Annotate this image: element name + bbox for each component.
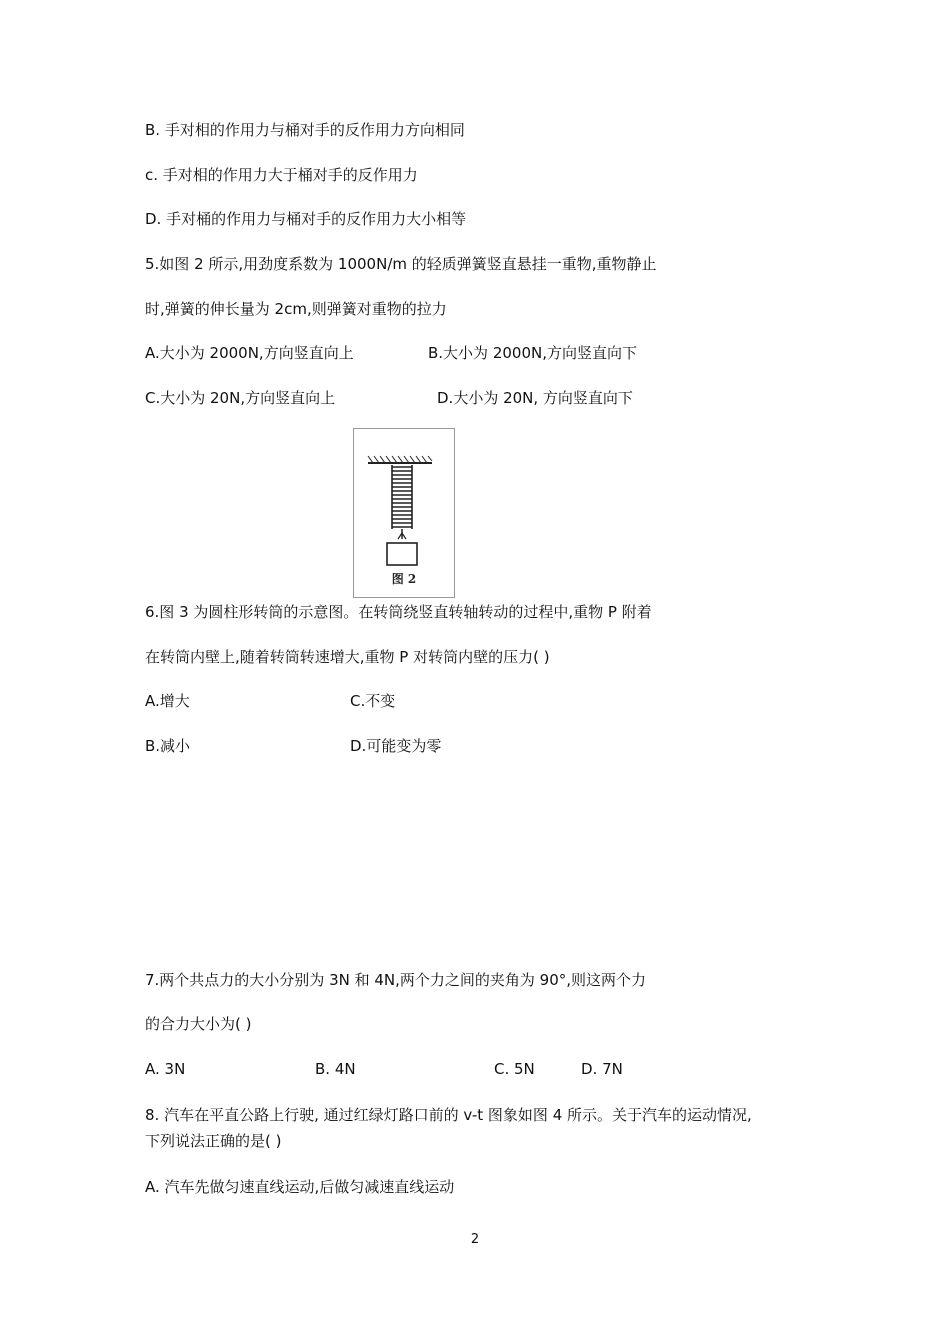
page-number: 2 <box>470 1232 480 1247</box>
q5-option-b: B.大小为 2000N,方向竖直向下 <box>428 344 637 362</box>
q8-stem-line1: 8. 汽车在平直公路上行驶, 通过红绿灯路口前的 v-t 图象如图 4 所示。关于汽车的运动情况, <box>145 1106 752 1124</box>
q5-option-a: A.大小为 2000N,方向竖直向上 <box>145 344 354 362</box>
q5-stem-line1: 5.如图 2 所示,用劲度系数为 1000N/m 的轻质弹簧竖直悬挂一重物,重物静止 <box>145 255 657 273</box>
q4-option-b: B. 手对相的作用力与桶对手的反作用力方向相同 <box>145 121 465 139</box>
q5-option-d: D.大小为 20N, 方向竖直向下 <box>437 389 633 407</box>
q6-stem-line2: 在转筒内壁上,随着转筒转速增大,重物 P 对转筒内壁的压力( ) <box>145 648 550 666</box>
q7-option-a: A. 3N <box>145 1060 186 1078</box>
q6-option-a: A.增大 <box>145 692 190 710</box>
q7-stem-line2: 的合力大小为( ) <box>145 1015 252 1033</box>
q6-option-d: D.可能变为零 <box>350 737 442 755</box>
q4-option-d: D. 手对桶的作用力与桶对手的反作用力大小相等 <box>145 210 467 228</box>
q7-option-d: D. 7N <box>581 1060 623 1078</box>
q6-option-b: B.减小 <box>145 737 191 755</box>
figure-caption: 图 2 <box>391 572 417 586</box>
q5-stem-line2: 时,弹簧的伸长量为 2cm,则弹簧对重物的拉力 <box>145 300 447 318</box>
q8-option-a: A. 汽车先做匀速直线运动,后做匀减速直线运动 <box>145 1178 455 1196</box>
q4-option-c: c. 手对相的作用力大于桶对手的反作用力 <box>145 166 418 184</box>
q6-stem-line1: 6.图 3 为圆柱形转筒的示意图。在转筒绕竖直转轴转动的过程中,重物 P 附着 <box>145 603 652 621</box>
q5-option-c: C.大小为 20N,方向竖直向上 <box>145 389 336 407</box>
spring-figure <box>353 428 455 598</box>
q7-stem-line1: 7.两个共点力的大小分别为 3N 和 4N,两个力之间的夹角为 90°,则这两个力 <box>145 971 647 989</box>
q7-option-b: B. 4N <box>315 1060 356 1078</box>
q8-stem-line2: 下列说法正确的是( ) <box>145 1132 282 1150</box>
q6-option-c: C.不变 <box>350 692 396 710</box>
q7-option-c: C. 5N <box>494 1060 535 1078</box>
